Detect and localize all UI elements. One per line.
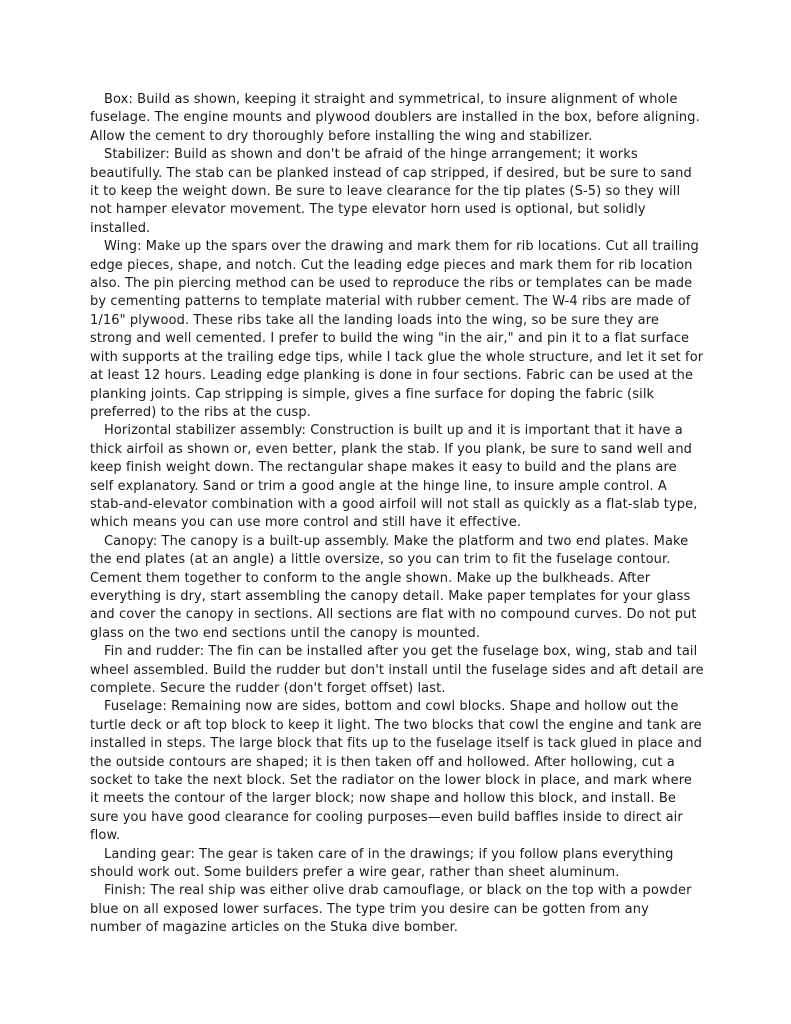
paragraph-fin-and-rudder: Fin and rudder: The fin can be installed after you get the fuselage box, wing, stab and tail wheel assembled. Build the rudder but don't install until the fuselage sides and aft detail are complete. Secure the rudder (don't forget offset) last.	[90, 644, 704, 696]
paragraph-finish: Finish: The real ship was either olive drab camouflage, or black on the top with a powder blue on all exposed lower surfaces. The type trim you desire can be gotten from any number of magazine articles on the Stuka dive bomber.	[90, 883, 692, 936]
paragraph-stabilizer: Stabilizer: Build as shown and don't be afraid of the hinge arrangement; it works beautifully. The stab can be planked instead of cap stripped, if desired, but be sure to sand it to keep the weight down. Be sure to leave clearance for the tip plates (S-5) so they will not hamper elevator movement. The type elevator horn used is optional, but solidly installed.	[90, 147, 692, 236]
paragraph-box: Box: Build as shown, keeping it straight and symmetrical, to insure alignment of whole fuselage. The engine mounts and plywood doublers are installed in the box, before aligning. Allow the cement to dry thoroughly before installing the wing and stabilizer.	[90, 92, 700, 144]
paragraph-canopy: Canopy: The canopy is a built-up assembly. Make the platform and two end plates. Make the end plates (at an angle) a little oversize, so you can trim to fit the fuselage contour. Cement them together to conform to the angle shown. Make up the bulkheads. After everything is dry, start assembling the canopy detail. Make paper templates for your glass and cover the canopy in sections. All sections are flat with no compound curves. Do not put glass on the two end sections until the canopy is mounted.	[90, 533, 697, 641]
paragraph-wing: Wing: Make up the spars over the drawing and mark them for rib locations. Cut all trailing edge pieces, shape, and notch. Cut the leading edge pieces and mark them for rib location also. The pin piercing method can be used to reproduce the ribs or templates can be made by cementing patterns to template material with rubber cement. The W-4 ribs are made of 1/16" plywood. These ribs take all the landing loads into the wing, so be sure they are strong and well cemented. I prefer to build the wing "in the air," and pin it to a flat surface with supports at the trailing edge tips, while I tack glue the whole structure, and let it set for at least 12 hours. Leading edge planking is done in four sections. Fabric can be used at the planking joints. Cap stripping is simple, gives a fine surface for doping the fabric (silk preferred) to the ribs at the cusp.	[90, 239, 704, 420]
paragraph-landing-gear: Landing gear: The gear is taken care of in the drawings; if you follow plans everything should work out. Some builders prefer a wire gear, rather than sheet aluminum.	[90, 846, 674, 881]
paragraph-fuselage: Fuselage: Remaining now are sides, bottom and cowl blocks. Shape and hollow out the turtle deck or aft top block to keep it light. The two blocks that cowl the engine and tank are installed in steps. The large block that fits up to the fuselage itself is tack glued in place and the outside contours are shaped; it is then taken off and hollowed. After hollowing, cut a socket to take the next block. Set the radiator on the lower block in place, and mark where it meets the contour of the larger block; now shape and hollow this block, and install. Be sure you have good clearance for cooling purposes—even build baffles inside to direct air flow.	[90, 699, 703, 844]
paragraph-horizontal-stabilizer-assembly: Horizontal stabilizer assembly: Construction is built up and it is important that it have a thick airfoil as shown or, even better, plank the stab. If you plank, be sure to sand well and keep finish weight down. The rectangular shape makes it easy to build and the plans are self explanatory. Sand or trim a good angle at the hinge line, to insure ample control. A stab-and-elevator combination with a good airfoil will not stall as quickly as a flat-slab type, which means you can use more control and still have it effective.	[90, 423, 698, 531]
text-column	[90, 91, 704, 938]
